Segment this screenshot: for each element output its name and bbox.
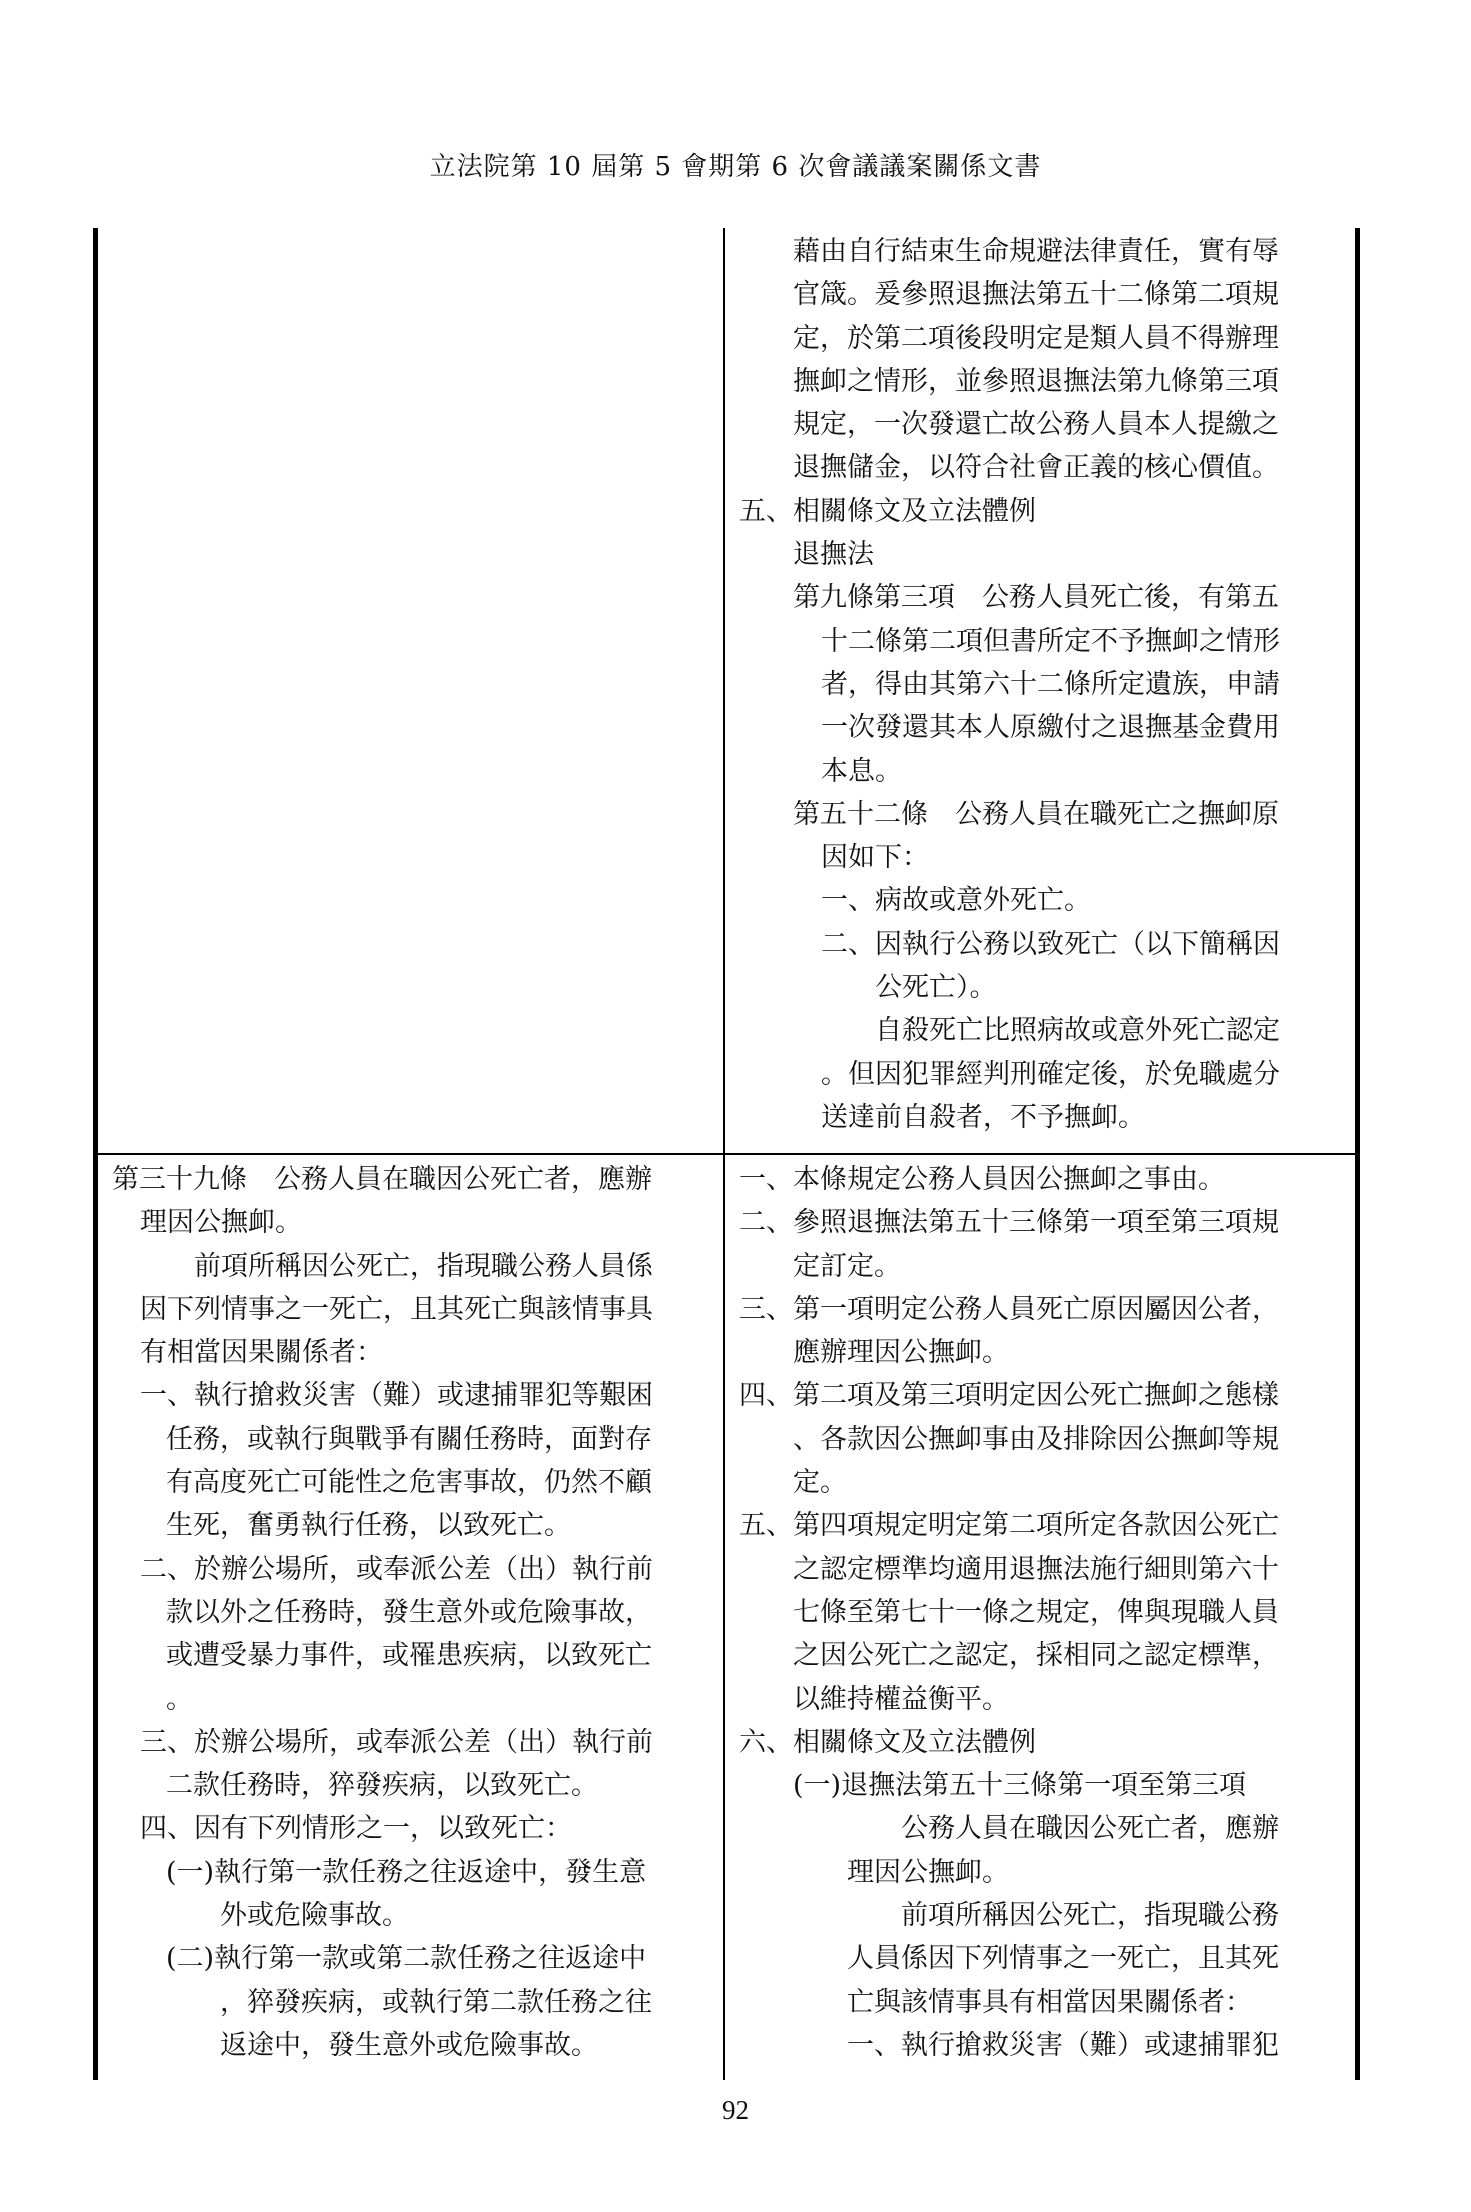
text-line: 二、參照退撫法第五十三條第一項至第三項規	[739, 1207, 1279, 1239]
text-line: 退撫法	[793, 539, 874, 571]
text-line: 前項所稱因公死亡，指現職公務	[901, 1900, 1279, 1932]
text-line: 有高度死亡可能性之危害事故，仍然不顧	[166, 1467, 652, 1499]
text-line: 公務人員在職因公死亡者，應辦	[901, 1813, 1279, 1845]
text-line: 之認定標準均適用退撫法施行細則第六十	[793, 1553, 1279, 1585]
text-line: 定，於第二項後段明定是類人員不得辦理	[793, 322, 1279, 354]
text-line: 自殺死亡比照病故或意外死亡認定	[875, 1015, 1280, 1047]
text-line: 應辦理因公撫卹。	[793, 1337, 1009, 1369]
text-line: 第三十九條 公務人員在職因公死亡者，應辦	[112, 1164, 652, 1195]
text-line: 規定，一次發還亡故公務人員本人提繳之	[793, 409, 1279, 441]
row2-right-cell	[725, 1158, 1355, 2067]
text-line: 藉由自行結束生命規避法律責任，實有辱	[793, 236, 1279, 267]
text-line: 因下列情事之一死亡，且其死亡與該情事具	[140, 1293, 653, 1325]
text-line: 一、執行搶救災害（難）或逮捕罪犯等艱困	[140, 1380, 653, 1412]
text-line: 五、相關條文及立法體例	[739, 495, 1036, 527]
text-line: 二、因執行公務以致死亡（以下簡稱因	[821, 928, 1280, 960]
text-line: 第九條第三項 公務人員死亡後，有第五	[793, 582, 1279, 614]
text-line: 本息。	[821, 755, 902, 787]
text-line: 生死，奮勇執行任務，以致死亡。	[166, 1510, 571, 1542]
text-line: 者，得由其第六十二條所定遺族，申請	[821, 668, 1280, 700]
page-number: 92	[722, 2095, 749, 2125]
text-line: 四、第二項及第三項明定因公死亡撫卹之態樣	[739, 1380, 1279, 1412]
text-line: 理因公撫卹。	[847, 1856, 1009, 1888]
text-line: (一)執行第一款任務之往返途中，發生意	[166, 1856, 647, 1888]
text-line: 一、病故或意外死亡。	[821, 885, 1091, 917]
row1-right-cell	[725, 230, 1355, 1139]
text-line: 三、於辦公場所，或奉派公差（出）執行前	[140, 1726, 653, 1758]
text-line: 七條至第七十一條之規定，俾與現職人員	[793, 1596, 1279, 1628]
text-line: 送達前自殺者，不予撫卹。	[821, 1101, 1145, 1133]
text-line: 二、於辦公場所，或奉派公差（出）執行前	[140, 1553, 653, 1585]
text-line: 之因公死亡之認定，採相同之認定標準，	[793, 1640, 1279, 1672]
text-line: 任務，或執行與戰爭有關任務時，面對存	[166, 1423, 652, 1455]
text-line: (二)執行第一款或第二款任務之往返途中	[166, 1943, 647, 1975]
document-header: 立法院第 10 屆第 5 會期第 6 次會議議案關係文書	[429, 152, 1042, 182]
text-line: 或遭受暴力事件，或罹患疾病，以致死亡	[166, 1640, 652, 1672]
text-line: 六、相關條文及立法體例	[739, 1726, 1036, 1758]
text-line: 亡與該情事具有相當因果關係者：	[847, 1986, 1252, 2018]
text-line: 返途中，發生意外或危險事故。	[220, 2029, 598, 2061]
comparison-table	[93, 228, 1360, 2080]
text-line: 公死亡）。	[875, 972, 997, 1004]
row-divider	[93, 1153, 1360, 1155]
text-line: 外或危險事故。	[220, 1900, 409, 1932]
text-line: 官箴。爰參照退撫法第五十二條第二項規	[793, 279, 1279, 311]
row2-left-cell	[98, 1158, 723, 2067]
text-line: 因如下：	[821, 842, 929, 874]
text-line: (一)退撫法第五十三條第一項至第三項	[793, 1770, 1247, 1802]
text-line: 一、執行搶救災害（難）或逮捕罪犯	[847, 2029, 1279, 2061]
text-line: 、各款因公撫卹事由及排除因公撫卹等規	[793, 1423, 1279, 1455]
text-line: 有相當因果關係者：	[140, 1337, 383, 1369]
text-line: 前項所稱因公死亡，指現職公務人員係	[194, 1250, 653, 1282]
text-line: 以維持權益衡平。	[793, 1683, 1009, 1715]
text-line: ，猝發疾病，或執行第二款任務之往	[220, 1986, 652, 2018]
text-line: 理因公撫卹。	[140, 1207, 302, 1239]
text-line: 定。	[793, 1467, 847, 1499]
text-line: 退撫儲金，以符合社會正義的核心價值。	[793, 452, 1279, 484]
text-line: 一次發還其本人原繳付之退撫基金費用	[821, 712, 1280, 744]
text-line: 定訂定。	[793, 1250, 901, 1282]
text-line: 人員係因下列情事之一死亡，且其死	[847, 1943, 1279, 1975]
text-line: 第五十二條 公務人員在職死亡之撫卹原	[793, 798, 1279, 830]
text-line: 款以外之任務時，發生意外或危險事故，	[166, 1596, 652, 1628]
text-line: 五、第四項規定明定第二項所定各款因公死亡	[739, 1510, 1279, 1542]
text-line: 十二條第二項但書所定不予撫卹之情形	[821, 625, 1280, 657]
text-line: 。	[166, 1683, 193, 1715]
text-line: 一、本條規定公務人員因公撫卹之事由。	[739, 1164, 1225, 1195]
text-line: 二款任務時，猝發疾病，以致死亡。	[166, 1770, 598, 1802]
text-line: 三、第一項明定公務人員死亡原因屬因公者，	[739, 1293, 1279, 1325]
text-line: 四、因有下列情形之一，以致死亡：	[140, 1813, 572, 1845]
text-line: 撫卹之情形，並參照退撫法第九條第三項	[793, 365, 1279, 397]
text-line: 。但因犯罪經判刑確定後，於免職處分	[821, 1058, 1280, 1090]
